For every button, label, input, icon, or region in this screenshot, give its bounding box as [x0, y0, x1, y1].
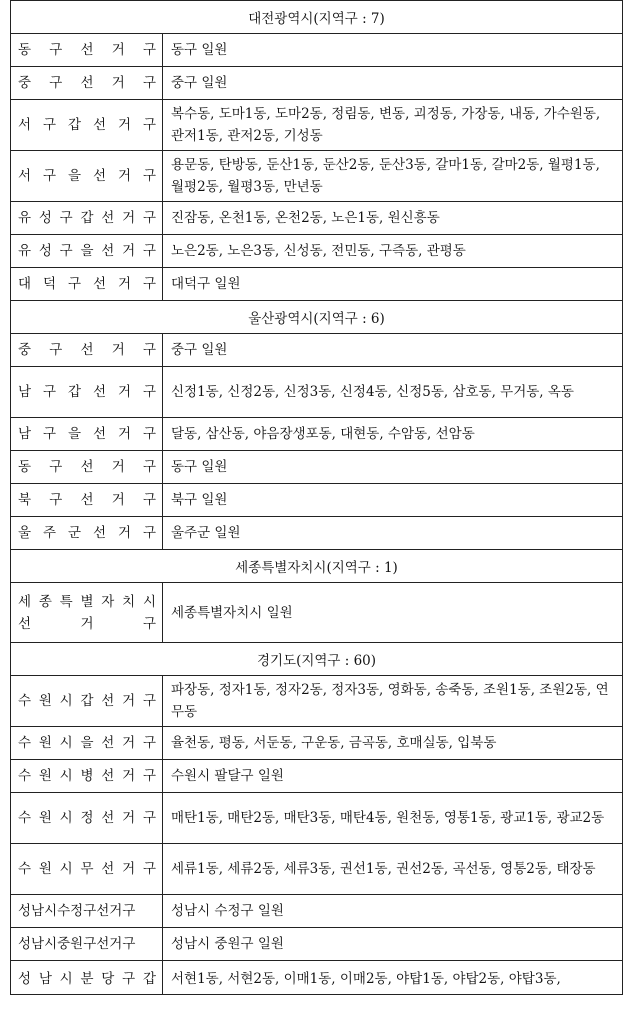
table-row — [11, 418, 623, 451]
area-cell: 율천동, 평동, 서둔동, 구운동, 금곡동, 호매실동, 입북동 — [163, 727, 623, 760]
section-header-row — [11, 1, 623, 34]
section-title: 세종특별자치시(지역구 : 1) — [11, 550, 623, 583]
table-row — [11, 760, 623, 793]
area-cell: 진잠동, 온천1동, 온천2동, 노은1동, 원신흥동 — [163, 202, 623, 235]
table-row — [11, 727, 623, 760]
district-name-cell — [11, 517, 163, 550]
district-name-cell — [11, 67, 163, 100]
district-name: 남 구 갑 선 거 구 — [18, 384, 156, 400]
area-cell: 성남시 중원구 일원 — [163, 928, 623, 961]
area-cell: 신정1동, 신정2동, 신정3동, 신정4동, 신정5동, 삼호동, 무거동, 옥동 — [163, 367, 623, 418]
district-name: 울 주 군 선 거 구 — [18, 525, 156, 541]
district-name-line2: 선 거 구 — [18, 615, 156, 632]
area-cell: 동구 일원 — [163, 34, 623, 67]
table-row — [11, 202, 623, 235]
district-table-body — [11, 1, 623, 995]
area-cell: 서현1동, 서현2동, 이매1동, 이매2동, 야탑1동, 야탑2동, 야탑3동, — [163, 961, 623, 995]
area-cell: 울주군 일원 — [163, 517, 623, 550]
district-name: 세 종 특 별 자 치 시 — [18, 593, 156, 610]
district-name-cell — [11, 928, 163, 961]
district-name-cell — [11, 418, 163, 451]
district-name: 성남시수정구선거구 — [18, 903, 136, 919]
table-row — [11, 451, 623, 484]
table-row — [11, 928, 623, 961]
table-row — [11, 100, 623, 151]
table-row — [11, 676, 623, 727]
area-cell: 북구 일원 — [163, 484, 623, 517]
district-name-cell — [11, 202, 163, 235]
table-row — [11, 268, 623, 301]
district-name-cell — [11, 895, 163, 928]
district-name: 수 원 시 병 선 거 구 — [18, 768, 156, 784]
district-name-cell — [11, 676, 163, 727]
area-cell: 세류1동, 세류2동, 세류3동, 권선1동, 권선2동, 곡선동, 영통2동, 태장동 — [163, 844, 623, 895]
area-cell: 수원시 팔달구 일원 — [163, 760, 623, 793]
area-cell: 세종특별자치시 일원 — [163, 583, 623, 643]
district-name: 유 성 구 을 선 거 구 — [18, 243, 156, 259]
district-name: 서 구 을 선 거 구 — [18, 168, 156, 184]
section-header-row — [11, 301, 623, 334]
area-cell: 달동, 삼산동, 야음장생포동, 대현동, 수암동, 선암동 — [163, 418, 623, 451]
table-row — [11, 67, 623, 100]
table-row — [11, 334, 623, 367]
district-name: 수 원 시 무 선 거 구 — [18, 861, 156, 877]
table-row — [11, 961, 623, 995]
section-title: 경기도(지역구 : 60) — [11, 643, 623, 676]
area-cell: 동구 일원 — [163, 451, 623, 484]
district-name-cell — [11, 451, 163, 484]
section-header-row — [11, 643, 623, 676]
district-name-cell — [11, 793, 163, 844]
district-name-cell — [11, 151, 163, 202]
district-name: 북 구 선 거 구 — [18, 492, 156, 508]
district-name-cell — [11, 583, 163, 643]
table-row — [11, 844, 623, 895]
district-name: 수 원 시 을 선 거 구 — [18, 735, 156, 751]
district-name-cell — [11, 34, 163, 67]
section-header-row — [11, 550, 623, 583]
district-table — [10, 0, 623, 995]
table-row — [11, 793, 623, 844]
district-name: 서 구 갑 선 거 구 — [18, 117, 156, 133]
district-name: 동 구 선 거 구 — [18, 42, 156, 58]
section-title: 울산광역시(지역구 : 6) — [11, 301, 623, 334]
district-name: 대 덕 구 선 거 구 — [18, 276, 156, 292]
area-cell: 용문동, 탄방동, 둔산1동, 둔산2동, 둔산3동, 갈마1동, 갈마2동, 월평1동, 월평2동, 월평3동, 만년동 — [163, 151, 623, 202]
area-cell: 대덕구 일원 — [163, 268, 623, 301]
district-name-cell — [11, 844, 163, 895]
district-name-cell — [11, 961, 163, 995]
district-name: 중 구 선 거 구 — [18, 75, 156, 91]
area-cell: 노은2동, 노은3동, 신성동, 전민동, 구즉동, 관평동 — [163, 235, 623, 268]
district-name-cell — [11, 484, 163, 517]
district-name: 동 구 선 거 구 — [18, 459, 156, 475]
district-name: 성남시중원구선거구 — [18, 936, 136, 952]
district-name-cell — [11, 334, 163, 367]
table-row — [11, 517, 623, 550]
area-cell: 복수동, 도마1동, 도마2동, 정림동, 변동, 괴정동, 가장동, 내동, 가수원동, 관저1동, 관저2동, 기성동 — [163, 100, 623, 151]
district-name: 수 원 시 정 선 거 구 — [18, 810, 156, 826]
area-cell: 성남시 수정구 일원 — [163, 895, 623, 928]
district-name-cell — [11, 268, 163, 301]
district-name-cell — [11, 100, 163, 151]
district-name-cell — [11, 235, 163, 268]
table-row — [11, 235, 623, 268]
district-name: 유 성 구 갑 선 거 구 — [18, 210, 156, 226]
district-name: 성 남 시 분 당 구 갑 — [18, 971, 156, 987]
area-cell: 중구 일원 — [163, 67, 623, 100]
table-row — [11, 895, 623, 928]
district-name: 남 구 을 선 거 구 — [18, 426, 156, 442]
table-row — [11, 151, 623, 202]
section-title: 대전광역시(지역구 : 7) — [11, 1, 623, 34]
district-name: 중 구 선 거 구 — [18, 342, 156, 358]
table-row — [11, 367, 623, 418]
table-row — [11, 583, 623, 643]
district-name-cell — [11, 367, 163, 418]
table-row — [11, 34, 623, 67]
district-name-cell — [11, 727, 163, 760]
area-cell: 중구 일원 — [163, 334, 623, 367]
area-cell: 매탄1동, 매탄2동, 매탄3동, 매탄4동, 원천동, 영통1동, 광교1동, 광교2동 — [163, 793, 623, 844]
district-name-cell — [11, 760, 163, 793]
district-name: 수 원 시 갑 선 거 구 — [18, 693, 156, 709]
table-row — [11, 484, 623, 517]
area-cell: 파장동, 정자1동, 정자2동, 정자3동, 영화동, 송죽동, 조원1동, 조원2동, 연무동 — [163, 676, 623, 727]
